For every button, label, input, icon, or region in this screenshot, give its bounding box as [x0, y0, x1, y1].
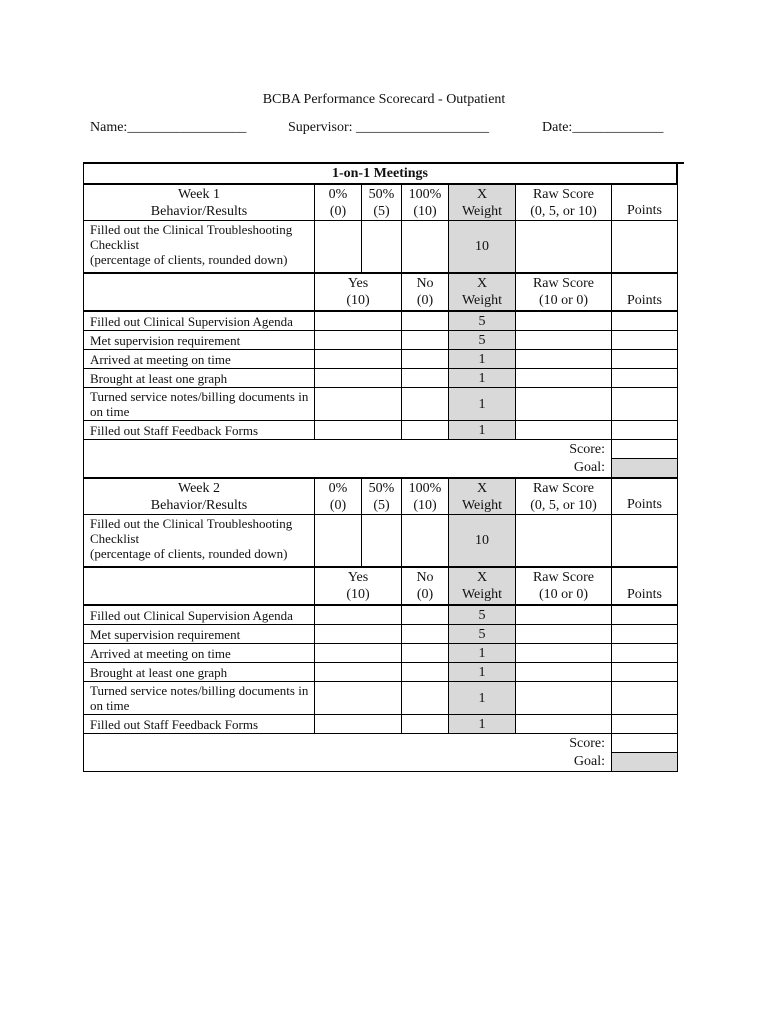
points-header — [612, 479, 678, 515]
checklist-line: Filled out the Clinical Troubleshooting — [90, 516, 293, 531]
weight-header — [449, 274, 516, 312]
points-header-label: Points — [626, 203, 662, 218]
checklist-line: (percentage of clients, rounded down) — [90, 252, 288, 267]
raw-score-cell[interactable] — [516, 715, 612, 734]
no-header — [402, 274, 449, 312]
no-cell[interactable] — [402, 331, 449, 350]
pct-header — [315, 185, 362, 221]
item-weight: 5 — [449, 606, 516, 625]
points-cell[interactable] — [612, 388, 678, 421]
header-line-bottom: (0) — [329, 203, 347, 219]
raw-score-cell[interactable] — [516, 625, 612, 644]
points-cell[interactable] — [612, 644, 678, 663]
goal-value-cell — [612, 459, 677, 477]
points-header-label: Points — [626, 293, 662, 308]
raw-score-cell[interactable] — [516, 682, 612, 715]
header-line-top: Raw Score — [532, 276, 595, 291]
pct-header — [362, 479, 402, 515]
yes-cell[interactable] — [315, 331, 402, 350]
raw-score-cell[interactable] — [516, 644, 612, 663]
raw-score-cell[interactable] — [516, 515, 612, 568]
no-cell[interactable] — [402, 388, 449, 421]
header-line-bottom: (10) — [413, 497, 437, 513]
yes-cell[interactable] — [315, 388, 402, 421]
date-field[interactable]: Date:_____________ — [542, 120, 664, 135]
item-weight: 1 — [449, 369, 516, 388]
yes-cell[interactable] — [315, 421, 402, 440]
header-line-top: 0% — [328, 186, 348, 202]
pct-cell[interactable] — [362, 221, 402, 274]
points-header — [612, 274, 678, 312]
raw-score-cell[interactable] — [516, 331, 612, 350]
header-line-top: X — [476, 276, 488, 291]
header-line-bottom: (10 or 0) — [539, 293, 588, 308]
points-cell[interactable] — [612, 663, 678, 682]
pct-cell[interactable] — [362, 515, 402, 568]
checklist-label — [84, 221, 315, 274]
item-weight: 1 — [449, 388, 516, 421]
points-cell[interactable] — [612, 350, 678, 369]
checklist-weight: 10 — [449, 515, 516, 568]
header-line-bottom: (0) — [416, 587, 434, 602]
no-cell[interactable] — [402, 369, 449, 388]
pct-header — [402, 479, 449, 515]
weight-header — [449, 479, 516, 515]
header-line-top: No — [416, 570, 434, 585]
pct-cell[interactable] — [315, 221, 362, 274]
yes-cell[interactable] — [315, 715, 402, 734]
raw-score-cell[interactable] — [516, 369, 612, 388]
header-line-top: No — [416, 276, 434, 291]
item-weight: 1 — [449, 715, 516, 734]
yes-cell[interactable] — [315, 663, 402, 682]
header-line-bottom: (10) — [346, 587, 370, 602]
header-line-bottom: (5) — [373, 203, 390, 219]
raw-score-cell[interactable] — [516, 312, 612, 331]
score-goal-values — [612, 734, 678, 772]
yes-cell[interactable] — [315, 606, 402, 625]
raw-score-cell[interactable] — [516, 606, 612, 625]
no-cell[interactable] — [402, 421, 449, 440]
points-cell[interactable] — [612, 312, 678, 331]
header-line-bottom: (0, 5, or 10) — [530, 497, 597, 513]
item-weight: 5 — [449, 312, 516, 331]
header-line-bottom: (10) — [346, 293, 370, 308]
score-value-cell[interactable] — [612, 734, 677, 753]
yes-cell[interactable] — [315, 682, 402, 715]
page-title: BCBA Performance Scorecard - Outpatient — [262, 92, 506, 107]
header-line-top: 100% — [408, 480, 442, 496]
points-header-label: Points — [626, 497, 662, 512]
raw-score-cell[interactable] — [516, 350, 612, 369]
item-weight: 5 — [449, 331, 516, 350]
item-weight: 1 — [449, 421, 516, 440]
pct-header — [362, 185, 402, 221]
header-line-bottom: Weight — [461, 203, 503, 219]
week-header — [84, 479, 315, 515]
goal-label: Goal: — [573, 460, 605, 475]
checklist-line: Filled out the Clinical Troubleshooting — [90, 222, 293, 237]
goal-label: Goal: — [573, 754, 605, 769]
item-label: Filled out Staff Feedback Forms — [84, 715, 315, 734]
points-cell[interactable] — [612, 369, 678, 388]
item-weight: 1 — [449, 350, 516, 369]
yes-header — [315, 274, 402, 312]
points-cell[interactable] — [612, 331, 678, 350]
header-line-top: 50% — [368, 480, 395, 496]
item-label: Met supervision requirement — [84, 331, 315, 350]
header-line-bottom: (10 or 0) — [539, 587, 588, 602]
item-weight: 5 — [449, 625, 516, 644]
points-cell[interactable] — [612, 625, 678, 644]
week-header — [84, 185, 315, 221]
header-line-top: Raw Score — [532, 480, 595, 496]
supervisor-field[interactable]: Supervisor: ___________________ — [288, 120, 490, 135]
header-line-top: Raw Score — [532, 570, 595, 585]
header-line-bottom: (0, 5, or 10) — [530, 203, 597, 219]
raw-score-header — [516, 479, 612, 515]
points-cell[interactable] — [612, 515, 678, 568]
blank-header-cell — [84, 274, 315, 312]
yes-cell[interactable] — [315, 369, 402, 388]
raw-score-cell[interactable] — [516, 663, 612, 682]
header-line-bottom: (0) — [416, 293, 434, 308]
score-label: Score: — [569, 442, 605, 457]
header-line-bottom: Weight — [461, 293, 503, 308]
name-field[interactable]: Name:_________________ — [90, 120, 247, 135]
goal-value-cell — [612, 753, 677, 771]
pct-cell[interactable] — [402, 515, 449, 568]
checklist-weight: 10 — [449, 221, 516, 274]
no-cell[interactable] — [402, 606, 449, 625]
header-line-top: X — [476, 570, 488, 585]
raw-score-cell[interactable] — [516, 221, 612, 274]
item-label: Met supervision requirement — [84, 625, 315, 644]
item-weight: 1 — [449, 644, 516, 663]
score-goal-values — [612, 440, 678, 479]
header-line-top: 100% — [408, 186, 442, 202]
item-label: Turned service notes/billing documents in on time — [84, 682, 315, 715]
item-label: Brought at least one graph — [84, 369, 315, 388]
item-label: Brought at least one graph — [84, 663, 315, 682]
item-weight: 1 — [449, 663, 516, 682]
no-cell[interactable] — [402, 625, 449, 644]
header-line-bottom: (5) — [373, 497, 390, 513]
raw-score-header — [516, 185, 612, 221]
points-cell[interactable] — [612, 421, 678, 440]
header-line-bottom: Weight — [461, 587, 503, 602]
checklist-line: (percentage of clients, rounded down) — [90, 546, 288, 561]
pct-cell[interactable] — [402, 221, 449, 274]
blank-header-cell — [84, 568, 315, 606]
item-weight: 1 — [449, 682, 516, 715]
points-cell[interactable] — [612, 715, 678, 734]
pct-cell[interactable] — [315, 515, 362, 568]
item-label: Arrived at meeting on time — [84, 644, 315, 663]
points-header-label: Points — [626, 587, 662, 602]
points-cell[interactable] — [612, 682, 678, 715]
no-cell[interactable] — [402, 312, 449, 331]
score-label: Score: — [569, 736, 605, 751]
no-cell[interactable] — [402, 682, 449, 715]
no-cell[interactable] — [402, 663, 449, 682]
score-area — [84, 440, 612, 479]
yes-cell[interactable] — [315, 625, 402, 644]
raw-score-cell[interactable] — [516, 421, 612, 440]
score-value-cell[interactable] — [612, 440, 677, 459]
header-line-bottom: (10) — [413, 203, 437, 219]
checklist-label — [84, 515, 315, 568]
raw-score-cell[interactable] — [516, 388, 612, 421]
checklist-line: Checklist — [90, 237, 140, 252]
week-label: Week 2 — [177, 480, 221, 496]
header-line-top: X — [476, 186, 488, 202]
header-line-bottom: (0) — [329, 497, 347, 513]
weight-header — [449, 568, 516, 606]
header-line-top: Yes — [347, 276, 369, 291]
section-title: 1-on-1 Meetings — [83, 164, 678, 185]
behavior-label: Behavior/Results — [150, 203, 248, 219]
scorecard-table — [83, 162, 684, 772]
yes-cell[interactable] — [315, 312, 402, 331]
header-line-top: X — [476, 480, 488, 496]
item-label: Arrived at meeting on time — [84, 350, 315, 369]
behavior-label: Behavior/Results — [150, 497, 248, 513]
item-label: Filled out Clinical Supervision Agenda — [84, 606, 315, 625]
no-cell[interactable] — [402, 644, 449, 663]
item-label: Turned service notes/billing documents in on time — [84, 388, 315, 421]
yes-cell[interactable] — [315, 644, 402, 663]
points-header — [612, 568, 678, 606]
raw-score-header — [516, 274, 612, 312]
points-cell[interactable] — [612, 606, 678, 625]
score-area — [84, 734, 612, 772]
header-line-top: Yes — [347, 570, 369, 585]
weight-header — [449, 185, 516, 221]
pct-header — [315, 479, 362, 515]
no-cell[interactable] — [402, 715, 449, 734]
header-line-top: Raw Score — [532, 186, 595, 202]
no-cell[interactable] — [402, 350, 449, 369]
checklist-line: Checklist — [90, 531, 140, 546]
week-label: Week 1 — [177, 186, 221, 202]
header-line-bottom: Weight — [461, 497, 503, 513]
yes-header — [315, 568, 402, 606]
pct-header — [402, 185, 449, 221]
raw-score-header — [516, 568, 612, 606]
header-line-top: 50% — [368, 186, 395, 202]
yes-cell[interactable] — [315, 350, 402, 369]
points-header — [612, 185, 678, 221]
header-line-top: 0% — [328, 480, 348, 496]
item-label: Filled out Staff Feedback Forms — [84, 421, 315, 440]
no-header — [402, 568, 449, 606]
points-cell[interactable] — [612, 221, 678, 274]
item-label: Filled out Clinical Supervision Agenda — [84, 312, 315, 331]
